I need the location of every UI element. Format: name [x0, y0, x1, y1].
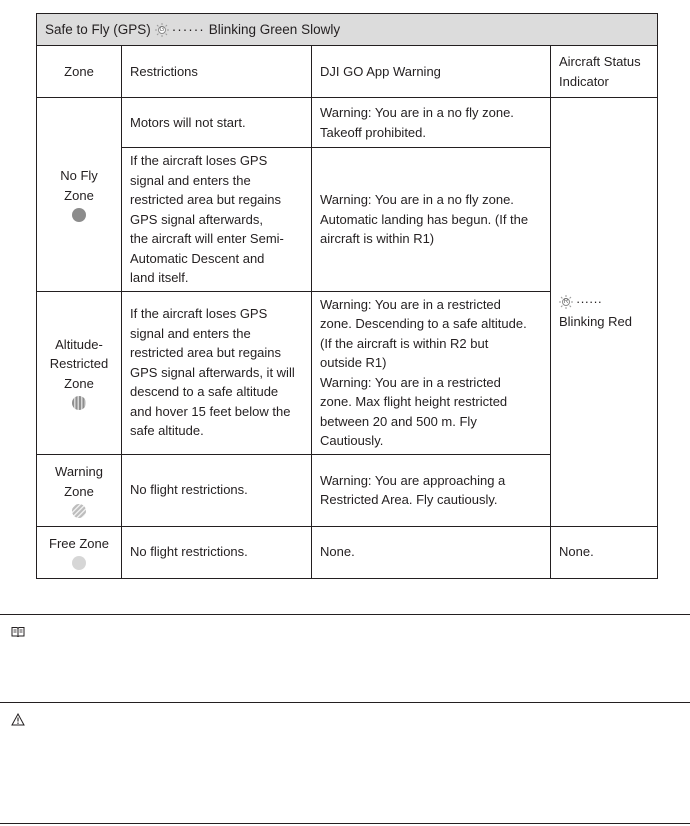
text-line: Warning: You are in a no fly zone.: [320, 192, 514, 207]
altitude-zone-label-3: Zone: [64, 375, 94, 391]
status-indicator-cell: [551, 98, 658, 527]
no-fly-warning-1-line2: Takeoff prohibited.: [320, 124, 426, 140]
no-fly-zone-icon: [72, 208, 86, 222]
free-zone-restriction: No flight restrictions.: [122, 526, 312, 578]
no-fly-warning-2: [312, 148, 551, 292]
text-line: between 20 and 500 m. Fly: [320, 413, 477, 429]
header-status: [551, 46, 658, 98]
text-line: safe altitude.: [130, 423, 204, 439]
altitude-zone-label-2: Restricted: [49, 356, 109, 372]
text-line: GPS signal afterwards, it will: [130, 364, 295, 380]
text-line: land itself.: [130, 270, 189, 285]
warning-zone-warning: [312, 454, 551, 526]
free-zone-warning: None.: [312, 526, 551, 578]
altitude-warning: [312, 291, 551, 454]
title-dots: ······: [171, 21, 205, 37]
flight-zone-table: [36, 13, 658, 579]
note-divider-bottom: [0, 823, 690, 824]
title-status: Blinking Green Slowly: [208, 21, 341, 37]
no-fly-restriction-2: [122, 148, 312, 292]
text-line: If the aircraft loses GPS: [130, 153, 268, 168]
free-zone-status: None.: [551, 526, 658, 578]
header-restrictions: Restrictions: [122, 46, 312, 98]
text-line: descend to a safe altitude: [130, 384, 279, 400]
free-zone-label: Free Zone: [49, 535, 109, 551]
red-indicator-icon: [559, 295, 573, 309]
warning-zone-restriction: No flight restrictions.: [122, 454, 312, 526]
no-fly-warning-1: [312, 98, 551, 148]
no-fly-warning-1-line1: Warning: You are in a no fly zone.: [320, 105, 514, 120]
altitude-zone-label-1: Altitude-: [55, 336, 103, 352]
text-line: (If the aircraft is within R2 but: [320, 335, 489, 351]
text-line: Warning: You are in a restricted: [320, 374, 501, 390]
header-warning: DJI GO App Warning: [312, 46, 551, 98]
text-line: and hover 15 feet below the: [130, 403, 291, 419]
warning-zone-icon: [72, 504, 86, 518]
gps-indicator-letter: G: [159, 26, 165, 33]
text-line: the aircraft will enter Semi-: [130, 231, 284, 246]
text-line: aircraft is within R1): [320, 231, 435, 246]
text-line: zone. Max flight height restricted: [320, 394, 508, 409]
table-title-row: [37, 14, 658, 46]
status-indicator-dots: ······: [576, 294, 602, 310]
red-indicator-letter: R: [563, 299, 569, 305]
status-indicator-text: Blinking Red: [559, 313, 632, 329]
altitude-zone-icon: [72, 396, 86, 410]
text-line: If the aircraft loses GPS: [130, 306, 268, 322]
no-fly-restriction-1: Motors will not start.: [122, 98, 312, 148]
text-line: GPS signal afterwards,: [130, 211, 263, 227]
text-line: Automatic Descent and: [130, 250, 265, 266]
table-title-text: Safe to Fly (GPS): [45, 21, 151, 37]
text-line: outside R1): [320, 355, 387, 370]
text-line: Cautiously.: [320, 433, 384, 448]
text-line: signal and enters the: [130, 172, 251, 188]
text-line: zone. Descending to a safe altitude.: [320, 316, 527, 331]
note-divider-top: [0, 614, 690, 615]
warning-icon: [11, 712, 25, 732]
header-zone: Zone: [37, 46, 122, 98]
header-status-line2: Indicator: [559, 73, 609, 89]
no-fly-zone-label-2: Zone: [64, 187, 94, 203]
warning-zone-warning-line2: Restricted Area. Fly cautiously.: [320, 492, 498, 507]
altitude-restriction: [122, 291, 312, 454]
no-fly-zone-cell: [37, 98, 122, 292]
free-zone-icon: [72, 556, 86, 570]
book-icon: [11, 624, 25, 644]
warning-zone-label-2: Zone: [64, 483, 94, 499]
text-line: Automatic landing has begun. (If the: [320, 211, 529, 227]
warning-zone-cell: [37, 454, 122, 526]
text-line: restricted area but regains: [130, 192, 282, 207]
warning-zone-label-1: Warning: [55, 464, 103, 479]
warning-zone-warning-line1: Warning: You are approaching a: [320, 472, 506, 488]
altitude-zone-cell: [37, 291, 122, 454]
no-fly-zone-label-1: No Fly: [60, 168, 98, 184]
note-divider-middle: [0, 702, 690, 703]
text-line: restricted area but regains: [130, 345, 282, 361]
header-status-line1: Aircraft Status: [559, 54, 641, 69]
free-zone-cell: [37, 526, 122, 578]
text-line: signal and enters the: [130, 325, 251, 341]
gps-indicator-icon: [155, 23, 169, 37]
text-line: Warning: You are in a restricted: [320, 296, 501, 312]
